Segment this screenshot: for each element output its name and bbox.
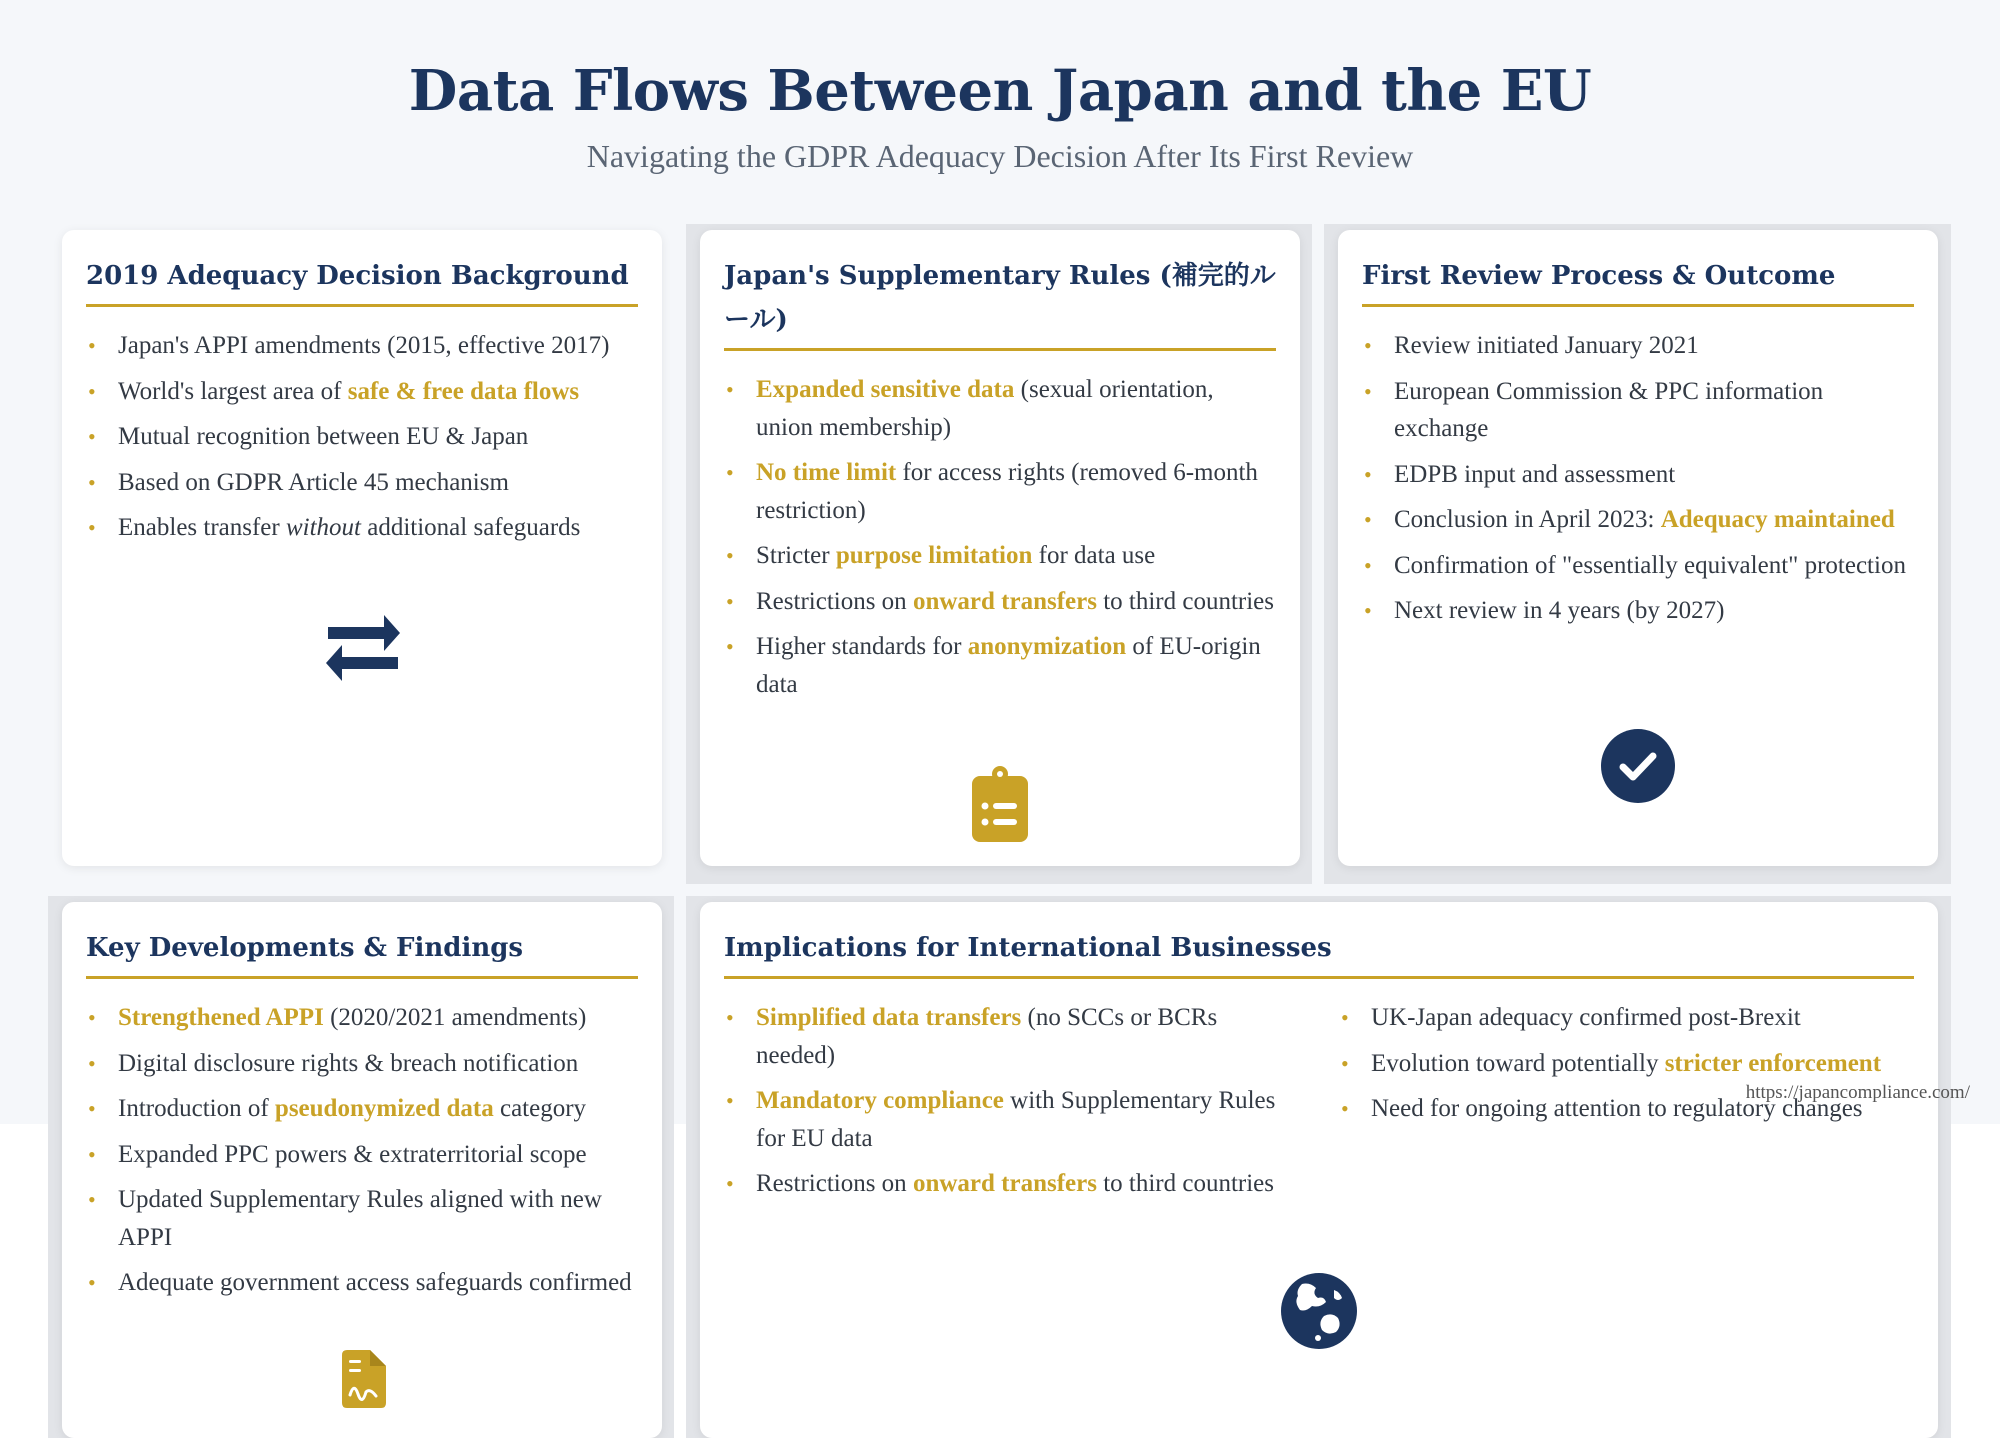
list-item-highlight: No time limit xyxy=(756,459,897,486)
list-item-highlight: anonymization xyxy=(967,633,1127,660)
list-item-text: Higher standards for xyxy=(756,633,968,660)
list-item-text: Stricter xyxy=(756,542,836,569)
list-item-text: Need for ongoing attention to regulatory changes xyxy=(1371,1095,1863,1122)
list-item xyxy=(1362,327,1914,365)
list-item-text: with Supplementary Rules for EU data xyxy=(756,1087,1276,1152)
list-item-text: World's largest area of xyxy=(118,377,348,405)
list-item xyxy=(86,1264,638,1302)
list-item xyxy=(724,371,1276,446)
file-signature-icon xyxy=(342,1350,386,1408)
list-item xyxy=(86,327,638,365)
list-item xyxy=(86,1136,638,1174)
list-item-text: EDPB input and assessment xyxy=(1394,460,1676,488)
list-item-highlight: onward transfers xyxy=(912,1170,1097,1197)
card-implications xyxy=(700,902,1938,1438)
list-item xyxy=(1362,547,1914,585)
card-heading: 2019 Adequacy Decision Background xyxy=(86,254,638,307)
list-item-highlight: Expanded sensitive data xyxy=(756,376,1015,403)
exchange-arrows-icon xyxy=(324,608,402,686)
list-item xyxy=(724,454,1276,529)
list-item-text: (sexual orientation, union membership) xyxy=(756,376,1214,441)
check-circle-icon xyxy=(1600,728,1676,804)
list-item-text: UK-Japan adequacy confirmed post-Brexit xyxy=(1371,1004,1801,1031)
list-item xyxy=(86,1090,638,1128)
list-item xyxy=(1362,373,1914,448)
list-item-text: European Commission & PPC information exchange xyxy=(1394,377,1824,442)
list-item xyxy=(1362,456,1914,494)
list-item xyxy=(1362,592,1914,630)
card-supplementary xyxy=(700,230,1300,866)
list-item xyxy=(1339,999,1914,1037)
page-title: Data Flows Between Japan and the EU xyxy=(408,58,1592,124)
card-developments xyxy=(62,902,662,1438)
list-item xyxy=(86,464,638,502)
list-item xyxy=(724,1165,1299,1203)
list-item-text: Updated Supplementary Rules aligned with new APPI xyxy=(118,1186,602,1251)
list-item-text: (2020/2021 amendments) xyxy=(323,1004,587,1031)
list-item-text: Adequate government access safeguards confirmed xyxy=(118,1269,632,1296)
list-item xyxy=(724,537,1276,575)
list-item-text: Confirmation of "essentially equivalent" protection xyxy=(1394,551,1906,579)
card-background xyxy=(62,230,662,866)
list-item-text: Review initiated January 2021 xyxy=(1394,332,1699,359)
list-item-highlight: stricter enforcement xyxy=(1664,1049,1882,1077)
list-item-text: category xyxy=(493,1095,587,1122)
list-item-text: for access rights (removed 6-month restriction) xyxy=(756,459,1258,524)
bullet-list xyxy=(1362,327,1914,630)
bullet-list xyxy=(724,371,1276,703)
list-item xyxy=(86,373,638,411)
bullet-list-left xyxy=(724,999,1299,1211)
list-item-highlight: Mandatory compliance xyxy=(756,1087,1004,1114)
card-heading: Japan's Supplementary Rules (補完的ルール) xyxy=(724,254,1276,351)
list-item-text: Restrictions on xyxy=(756,1170,913,1197)
list-item-highlight: Simplified data transfers xyxy=(756,1004,1022,1031)
list-item xyxy=(724,999,1299,1074)
list-item-emphasis: without xyxy=(285,514,361,541)
list-item-highlight: Adequacy maintained xyxy=(1660,506,1895,533)
list-item xyxy=(1362,501,1914,539)
list-item xyxy=(86,418,638,456)
card-heading: Key Developments & Findings xyxy=(86,926,638,979)
globe-asia-icon xyxy=(1280,1272,1358,1350)
bullet-list xyxy=(86,327,638,547)
list-item-text: (no SCCs or BCRs needed) xyxy=(756,1004,1218,1069)
list-item-text: for data use xyxy=(1032,542,1156,569)
list-item-text: Expanded PPC powers & extraterritorial scope xyxy=(118,1140,587,1168)
list-item-text: Mutual recognition between EU & Japan xyxy=(118,423,529,450)
list-item-text: Evolution toward potentially xyxy=(1371,1049,1665,1077)
list-item-highlight: Strengthened APPI xyxy=(118,1004,324,1031)
bullet-list xyxy=(86,999,638,1302)
list-item xyxy=(724,1082,1299,1157)
list-item-highlight: safe & free data flows xyxy=(347,377,580,405)
list-item xyxy=(86,1045,638,1083)
card-heading: First Review Process & Outcome xyxy=(1362,254,1914,307)
list-item-text: to third countries xyxy=(1096,587,1275,615)
list-item-text: Next review in 4 years (by 2027) xyxy=(1394,597,1725,624)
list-item xyxy=(724,628,1276,703)
clipboard-list-icon xyxy=(972,766,1028,844)
list-item-text: to third countries xyxy=(1096,1170,1275,1197)
list-item-text: of EU-origin data xyxy=(756,633,1261,698)
list-item xyxy=(724,583,1276,621)
list-item-text: Restrictions on xyxy=(756,587,913,615)
list-item xyxy=(1339,1045,1914,1083)
list-item-text: Digital disclosure rights & breach notification xyxy=(118,1049,579,1077)
list-item-text: Enables transfer xyxy=(118,514,286,541)
card-review xyxy=(1338,230,1938,866)
watermark-url: https://japancompliance.com/ xyxy=(1745,1082,1970,1103)
list-item-text: Based on GDPR Article 45 mechanism xyxy=(118,468,509,496)
list-item xyxy=(86,999,638,1037)
card-heading: Implications for International Businesses xyxy=(724,926,1914,979)
bullet-list-right xyxy=(1339,999,1914,1211)
list-item xyxy=(86,1181,638,1256)
list-item-text: Conclusion in April 2023: xyxy=(1394,506,1661,533)
list-item-text: Japan's APPI amendments (2015, effective 2017) xyxy=(118,332,610,359)
list-item-highlight: purpose limitation xyxy=(835,542,1033,569)
list-item-highlight: pseudonymized data xyxy=(274,1095,494,1122)
list-item-highlight: onward transfers xyxy=(912,587,1097,615)
list-item-text: Introduction of xyxy=(118,1095,275,1122)
list-item xyxy=(86,509,638,547)
list-item-text: additional safeguards xyxy=(361,514,581,541)
page-subtitle: Navigating the GDPR Adequacy Decision After Its First Review xyxy=(586,138,1414,174)
